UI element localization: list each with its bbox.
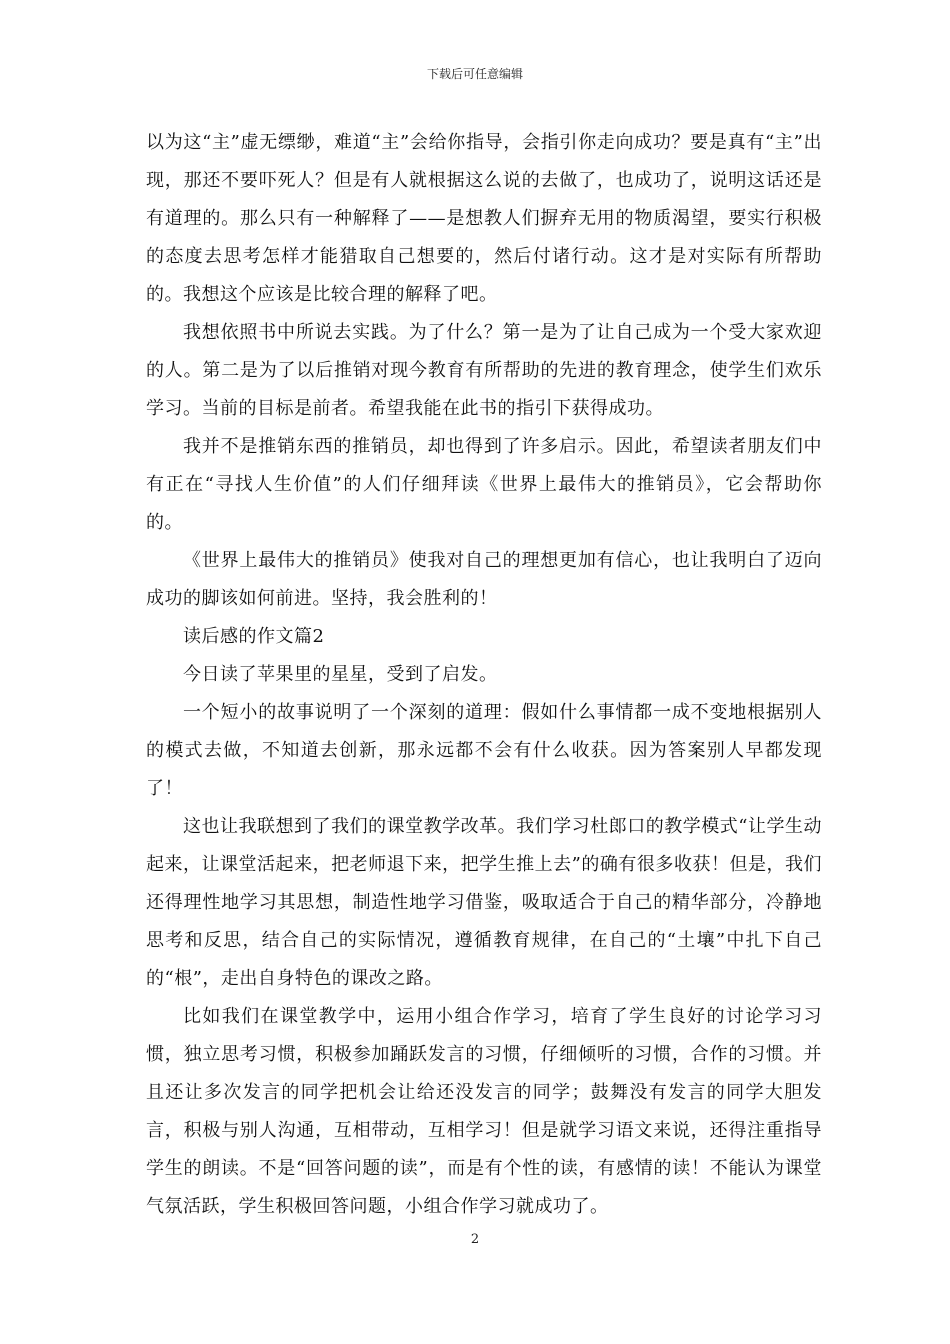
paragraph: 我想依照书中所说去实践。为了什么？第一是为了让自己成为一个受大家欢迎的人。第二是为了以后推销对现今教育有所帮助的先进的教育理念，使学生们欢乐学习。当前的目标是前者。希望我能在此书的指引下获得成功。 xyxy=(146,322,822,419)
paragraph: 《世界上最伟大的推销员》使我对自己的理想更加有信心，也让我明白了迈向成功的脚该如何前进。坚持，我会胜利的！ xyxy=(146,550,822,609)
page-number: 2 xyxy=(470,1232,480,1247)
page-header: 下载后可任意编辑 xyxy=(426,67,523,81)
paragraph: 今日读了苹果里的星星，受到了启发。 xyxy=(183,664,498,685)
document-body xyxy=(146,124,822,1226)
paragraph: 比如我们在课堂教学中，运用小组合作学习，培育了学生良好的讨论学习习惯，独立思考习惯，积极参加踊跃发言的习惯，仔细倾听的习惯，合作的习惯。并且还让多次发言的同学把机会让给还没发言的同学；鼓舞没有发言的同学大胆发言，积极与别人沟通，互相带动，互相学习！但是就学习语文来说，还得注重指导学生的朗读。不是“回答问题的读”，而是有个性的读，有感情的读！不能认为课堂气氛活跃，学生积极回答问题，小组合作学习就成功了。 xyxy=(146,1006,822,1217)
paragraph-continuation: 以为这“主”虚无缥缈，难道“主”会给你指导，会指引你走向成功？要是真有“主”出现，那还不要吓死人？但是有人就根据这么说的去做了，也成功了，说明这话还是有道理的。那么只有一种解释了——是想教人们摒弃无用的物质渴望，要实行积极的态度去思考怎样才能猎取自己想要的，然后付诸行动。这才是对实际有所帮助的。我想这个应该是比较合理的解释了吧。 xyxy=(146,132,822,305)
paragraph: 我并不是推销东西的推销员，却也得到了许多启示。因此，希望读者朋友们中有正在“寻找人生价值”的人们仔细拜读《世界上最伟大的推销员》，它会帮助你的。 xyxy=(146,436,822,533)
paragraph: 一个短小的故事说明了一个深刻的道理：假如什么事情都一成不变地根据别人的模式去做，不知道去创新，那永远都不会有什么收获。因为答案别人早都发现了！ xyxy=(146,702,822,799)
section-heading: 读后感的作文篇2 xyxy=(183,626,325,647)
paragraph: 这也让我联想到了我们的课堂教学改革。我们学习杜郎口的教学模式“让学生动起来，让课堂活起来，把老师退下来，把学生推上去”的确有很多收获！但是，我们还得理性地学习其思想，制造性地学习借鉴，吸取适合于自己的精华部分，冷静地思考和反思，结合自己的实际情况，遵循教育规律，在自己的“土壤”中扎下自己的“根”，走出自身特色的课改之路。 xyxy=(146,816,822,989)
